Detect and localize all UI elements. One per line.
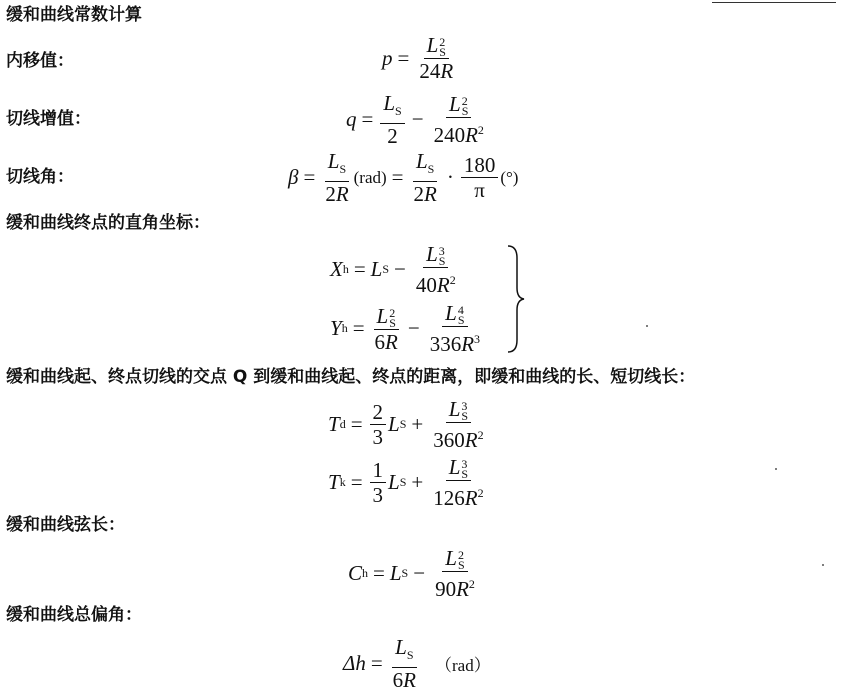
fraction: [430, 456, 486, 509]
sub: h: [342, 262, 349, 277]
equals-sign: =: [397, 45, 410, 70]
label-total-deflection: 缓和曲线总偏角：: [6, 605, 142, 625]
num-90: 90: [435, 577, 457, 602]
right-brace: [505, 244, 527, 354]
num-240: 240: [433, 123, 466, 148]
pi: π: [474, 178, 485, 203]
plus-sign: +: [411, 470, 424, 495]
speck: [775, 468, 777, 470]
sub: d: [339, 417, 346, 432]
equals-sign: =: [350, 470, 363, 495]
exp: 2: [457, 548, 464, 563]
symbol-C: C: [348, 561, 363, 586]
minus-sign: −: [411, 107, 424, 132]
R: R: [385, 329, 398, 354]
L: L: [415, 149, 428, 173]
formula-beta: [288, 150, 518, 205]
R: R: [456, 577, 469, 602]
label-tangent-angle: 切线角：: [6, 167, 74, 187]
exp: 2: [477, 486, 484, 501]
equals-sign: =: [370, 651, 383, 676]
sub: S: [406, 648, 414, 663]
R: R: [465, 123, 478, 148]
fraction: [416, 34, 456, 82]
sub: S: [457, 558, 465, 573]
L: L: [426, 33, 439, 57]
num-3: 3: [372, 483, 384, 508]
sub: S: [382, 262, 390, 277]
fraction: [427, 302, 483, 355]
minus-sign: −: [407, 316, 420, 341]
num-2: 2: [325, 182, 336, 207]
exp: 4: [457, 303, 464, 318]
exp: 3: [438, 244, 445, 259]
unit-rad: (rad): [353, 167, 387, 187]
sub: S: [399, 417, 407, 432]
L: L: [445, 546, 457, 570]
sub: S: [439, 45, 446, 60]
L: L: [389, 561, 402, 586]
symbol-q: q: [346, 107, 357, 132]
symbol-Y: Y: [330, 316, 342, 341]
section-title: 缓和曲线常数计算: [6, 5, 142, 25]
symbol-p: p: [382, 45, 393, 70]
fraction: [413, 243, 459, 296]
L: L: [376, 303, 389, 328]
minus-sign: −: [394, 257, 406, 282]
fraction: [390, 636, 419, 691]
equals-sign: =: [352, 316, 365, 341]
exp: 3: [461, 457, 468, 472]
R: R: [464, 428, 478, 453]
sub: h: [362, 566, 369, 581]
L: L: [448, 455, 461, 479]
equals-sign: =: [373, 561, 385, 586]
num-40: 40: [415, 273, 437, 298]
L: L: [388, 412, 400, 437]
L: L: [445, 301, 457, 325]
unit-rad: （rad）: [435, 656, 491, 676]
R: R: [464, 486, 478, 511]
sub: S: [339, 162, 347, 177]
formula-td: [328, 398, 489, 451]
exp: 2: [477, 428, 484, 443]
symbol-X: X: [330, 257, 343, 282]
fraction: [432, 547, 478, 600]
formula-ch: [348, 547, 480, 600]
top-rule: [712, 2, 836, 3]
num-336: 336: [429, 332, 462, 357]
sub: S: [389, 315, 396, 330]
speck: [646, 325, 648, 327]
sub: h: [341, 321, 348, 336]
num-6: 6: [374, 329, 386, 354]
exp: 2: [461, 94, 468, 109]
dot-operator: ·: [446, 165, 454, 190]
exp: 2: [439, 35, 446, 50]
num-126: 126: [433, 486, 465, 511]
num-2: 2: [413, 182, 425, 207]
num-1: 1: [370, 459, 387, 483]
R: R: [436, 273, 450, 298]
L: L: [395, 635, 407, 659]
formula-q: [346, 92, 489, 147]
num-360: 360: [433, 428, 465, 453]
L: L: [388, 470, 400, 495]
num-24: 24: [419, 59, 441, 84]
fraction: [431, 93, 487, 146]
sub: S: [461, 104, 469, 119]
fraction: [430, 398, 486, 451]
fraction: [380, 92, 404, 147]
exp: 2: [389, 305, 396, 320]
formula-p: [382, 34, 458, 82]
symbol-beta: β: [288, 165, 299, 190]
fraction: [322, 150, 351, 205]
L: L: [383, 91, 396, 115]
fraction: [370, 401, 387, 448]
formula-yh: [330, 302, 485, 355]
minus-sign: −: [413, 561, 426, 586]
label-end-coords: 缓和曲线终点的直角坐标：: [6, 213, 210, 233]
sub: S: [438, 254, 446, 269]
R: R: [424, 182, 437, 207]
fraction: [372, 305, 401, 353]
label-inner-shift: 内移值：: [6, 51, 74, 71]
equals-sign: =: [353, 257, 366, 282]
equals-sign: =: [350, 412, 363, 437]
R: R: [335, 182, 349, 207]
unit-deg: (°): [500, 167, 519, 187]
sub: S: [395, 104, 402, 119]
L: L: [327, 149, 340, 173]
equals-sign: =: [361, 107, 374, 132]
exp: 2: [449, 273, 456, 288]
L: L: [449, 92, 461, 116]
exp: 2: [477, 123, 484, 138]
symbol-T: T: [328, 412, 340, 437]
plus-sign: +: [411, 412, 424, 437]
fraction: [411, 150, 440, 205]
num-2: 2: [370, 401, 387, 425]
R: R: [403, 668, 416, 692]
num-180: 180: [461, 154, 499, 178]
num-3: 3: [372, 425, 384, 450]
sub: S: [461, 409, 469, 424]
num-6: 6: [392, 668, 404, 692]
sub: S: [427, 162, 435, 177]
fraction: [461, 154, 499, 201]
sub: k: [339, 475, 346, 490]
label-tangent-increment: 切线增值：: [6, 109, 91, 129]
symbol-T: T: [328, 470, 340, 495]
speck: [822, 564, 824, 566]
L: L: [370, 257, 383, 282]
label-chord-length: 缓和曲线弦长：: [6, 515, 125, 535]
formula-tk: [328, 456, 489, 509]
equals-sign: =: [303, 165, 316, 190]
formula-dh: [343, 636, 491, 691]
L: L: [426, 242, 438, 266]
formula-xh: [330, 243, 461, 296]
equals-sign: =: [391, 165, 404, 190]
sub: S: [399, 475, 407, 490]
fraction: [370, 459, 387, 506]
sub: S: [457, 313, 465, 328]
R: R: [440, 59, 454, 84]
symbol-delta-h: Δh: [343, 651, 366, 676]
sub: S: [401, 566, 409, 581]
L: L: [448, 397, 461, 421]
label-tangent-lengths: 缓和曲线起、终点切线的交点 Q 到缓和曲线起、终点的距离，即缓和曲线的长、短切线长：: [6, 367, 696, 387]
num-2: 2: [387, 124, 398, 149]
R: R: [461, 332, 475, 357]
exp: 3: [461, 399, 468, 414]
sub: S: [461, 467, 469, 482]
exp: 3: [474, 332, 481, 347]
exp: 2: [468, 577, 475, 592]
